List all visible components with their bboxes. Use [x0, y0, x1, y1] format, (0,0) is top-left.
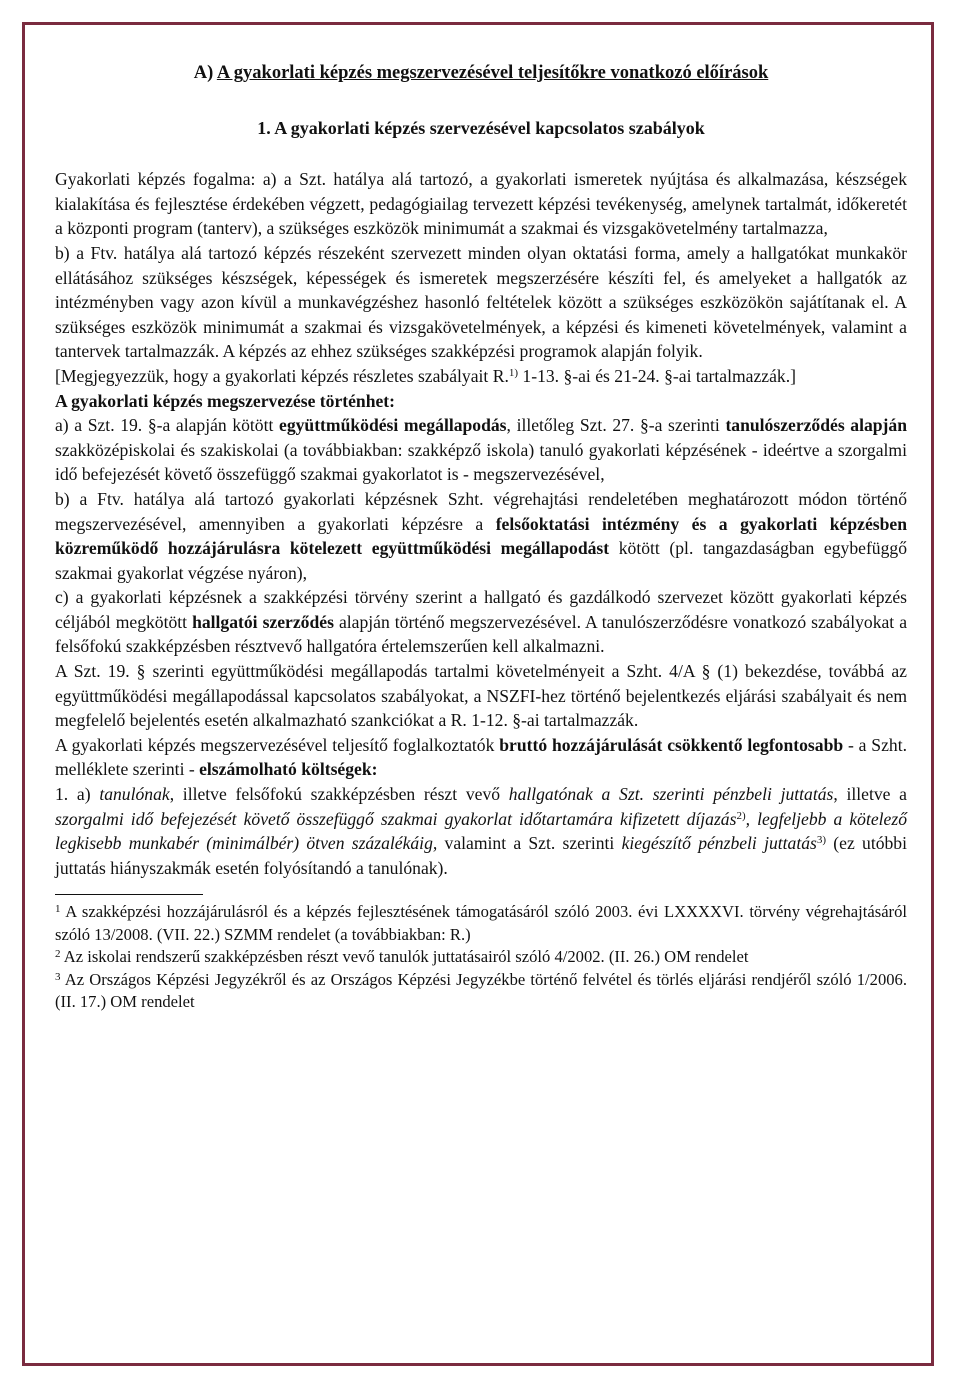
section-heading: 1. A gyakorlati képzés szervezésével kapcsolatos szabályok — [257, 117, 705, 138]
organization-heading: A gyakorlati képzés megszervezése történhet: — [55, 390, 396, 411]
title-prefix: A) — [193, 63, 217, 83]
page-border — [22, 22, 934, 1366]
definition-a: Gyakorlati képzés fogalma: a) a Szt. hatálya alá tartozó, a gyakorlati ismeretek nyújtása és alkalmazása, készségek kialakítása és fejlesztése érdekében végzett, pedagógiailag tervezett képzési tevékenység, amelynek tartalmát, időkeretét a központi program (tanterv), a szükséges eszközök minimumát a szakmai és vizsgakövetelmény tartalmazza, — [55, 169, 907, 239]
szt-paragraph: A Szt. 19. § szerinti együttműködési megállapodás tartalmi követelményeit a Szht. 4/A § (1) bekezdése, továbbá az együttműködési megállapodással kapcsolatos szabályokat, a NSZFI-hez történő bejelentkezés eljárási szabályait és nem megfelelő bejelentés esetén alkalmazható szankciókat a R. 1-12. §-ai tartalmazzák. — [55, 661, 907, 731]
title-text: A gyakorlati képzés megszervezésével teljesítőkre vonatkozó előírások — [216, 63, 769, 83]
footnote-3: $^3$ Az Országos Képzési Jegyzékről és az Országos Képzési Jegyzékbe történő felvétel és törlés eljárási rendjéről szóló 1/2006. (II. 17.) OM rendelet — [55, 969, 907, 1012]
document-body — [55, 61, 907, 1014]
footnote-2: $^2$ Az iskolai rendszerű szakképzésben részt vevő tanulók juttatásairól szóló 4/2002. (II. 26.) OM rendelet — [55, 947, 749, 967]
footnote-separator — [55, 894, 203, 895]
organization-item-a: a) a Szt. 19. §-a alapján kötött együttműködési megállapodás, illetőleg Szt. 27. §-a szerinti tanulószerződés alapján szakközépiskolai és szakiskolai (a továbbiakban: szakképző iskola) tanuló gyakorlati képzésének - ideértve a szorgalmi idő befejezését követő összefüggő szakmai gyakorlatot is - megszervezésével, — [55, 415, 907, 485]
costs-paragraph: A gyakorlati képzés megszervezésével teljesítő foglalkoztatók bruttó hozzájárulását csökkentő legfontosabb - a Szht. melléklete szerinti - elszámolható költségek: — [55, 734, 907, 780]
note-paragraph: [Megjegyezzük, hogy a gyakorlati képzés részletes szabályait R.$^{1)}$ 1-13. §-ai és 21-24. §-ai tartalmazzák.] — [55, 365, 796, 386]
cost-item-1: 1. a) tanulónak, illetve felsőfokú szakképzésben részt vevő hallgatónak a Szt. szerinti pénzbeli juttatás, illetve a szorgalmi idő befejezését követő összefüggő szakmai gyakorlat időtartamára kifizetett díjazás$^{2)}$, legfeljebb a kötelező legkisebb munkabér (minimálbér) ötven százalékáig, valamint a Szt. szerinti kiegészítő pénzbeli juttatás$^{3)}$ (ez utóbbi juttatás hiányszakmák esetén folyósítandó a tanulónak). — [55, 784, 908, 878]
footnote-1: $^1$ A szakképzési hozzájárulásról és a képzés fejlesztésének támogatásáról szóló 2003. évi LXXXXVI. törvény végrehajtásáról szóló 13/2008. (VII. 22.) SZMM rendelet (a továbbiakban: R.) — [55, 902, 907, 944]
document-title — [55, 61, 907, 86]
organization-item-b: b) a Ftv. hatálya alá tartozó gyakorlati képzésnek Szht. végrehajtási rendeletében meghatározott módon történő megszervezésével, amennyiben a gyakorlati képzésre a felsőoktatási intézmény és a gyakorlati képzésben közreműködő hozzájárulásra kötelezett együttműködési megállapodást kötött (pl. tangazdaságban egybefüggő szakmai gyakorlat végzése nyáron), — [55, 488, 907, 583]
definition-b: b) a Ftv. hatálya alá tartozó képzés részeként szervezett minden olyan oktatási forma, amely a hallgatókat munkakör ellátásához szükséges készségek, képességek és ismeretek megszerzésére készíti fel, és amelyeket a hallgatók az intézményben vagy azon kívül a munkavégzéshez hasonló feltételek között a szükséges eszközökön sajátítanak el. A szükséges eszközök minimumát a szakmai és vizsgakövetelmények, a képzési és kimeneti követelmények, valamint a tantervek tartalmazzák. A képzés az ehhez szükséges szakképzési programok alapján folyik. — [55, 242, 907, 362]
organization-item-c: c) a gyakorlati képzésnek a szakképzési törvény szerint a hallgató és gazdálkodó szervezet között gyakorlati képzés céljából megkötött hallgatói szerződés alapján történő megszervezésével. A tanulószerződésre vonatkozó szabályokat a felsőfokú szakképzésben résztvevő hallgatóra értelemszerűen kell alkalmazni. — [55, 587, 908, 657]
footnote-ref-3: 3) — [816, 834, 827, 847]
footnote-ref-2: 2) — [736, 809, 746, 822]
footnote-ref-1: 1) — [508, 366, 519, 379]
